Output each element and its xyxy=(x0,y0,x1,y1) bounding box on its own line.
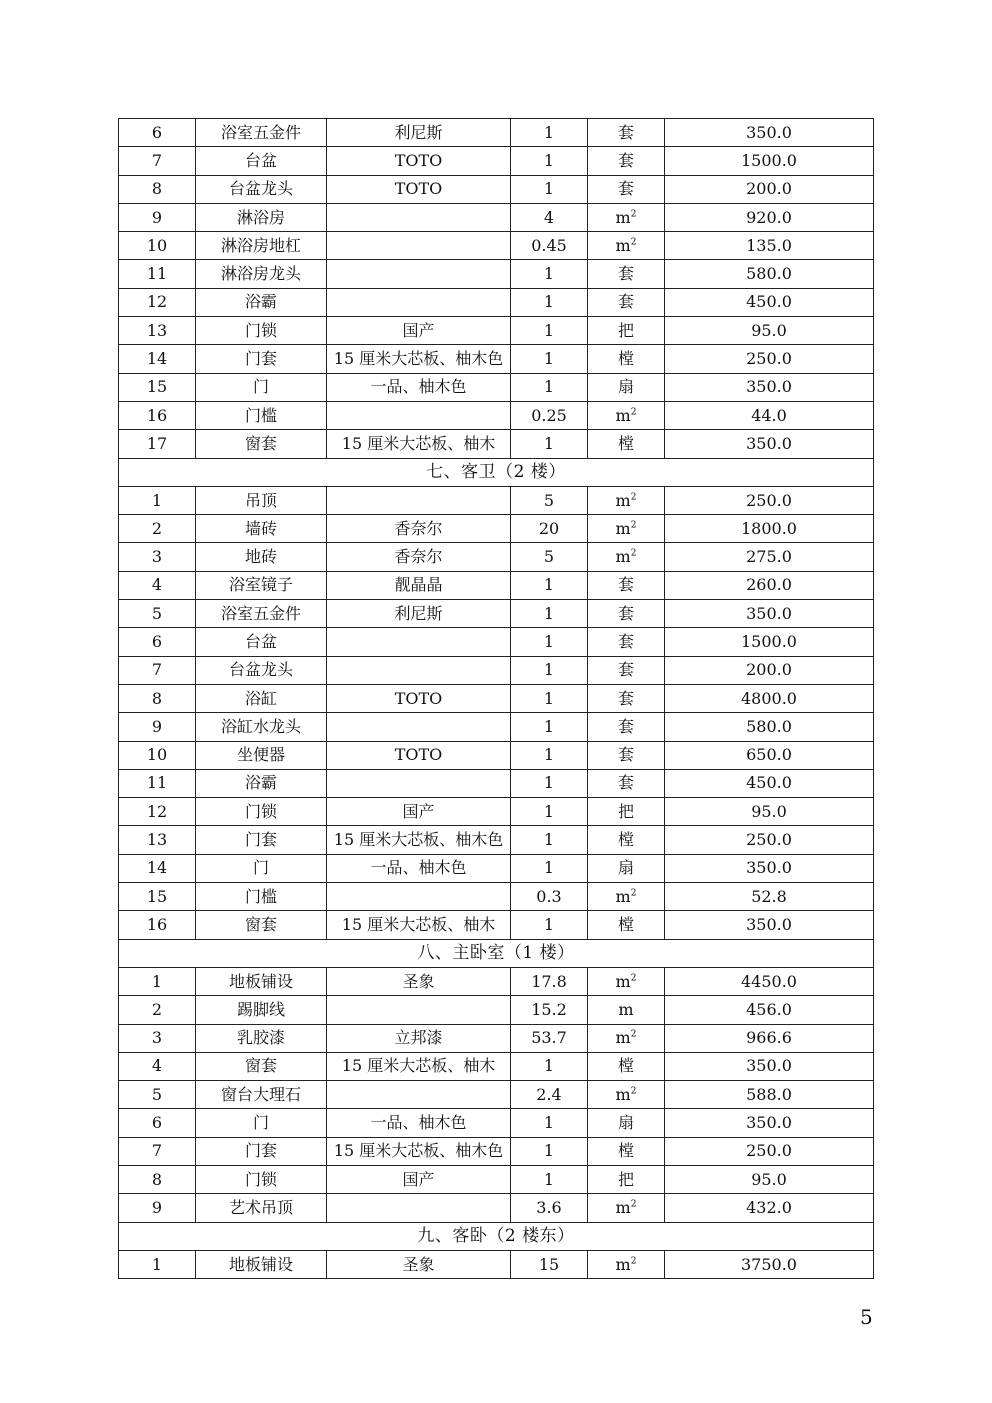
item-name-cell: 门套 xyxy=(196,345,327,373)
section-header-row xyxy=(119,939,874,967)
item-name-cell: 门槛 xyxy=(196,883,327,911)
table-row xyxy=(119,430,874,458)
unit-cell: 套 xyxy=(588,656,665,684)
section-header-row xyxy=(119,1222,874,1250)
item-name-cell: 艺术吊顶 xyxy=(196,1194,327,1222)
brand-spec-cell: 15 厘米大芯板、柚木 xyxy=(327,1052,511,1080)
brand-spec-cell: 国产 xyxy=(327,1165,511,1193)
quantity-cell: 17.8 xyxy=(511,967,588,995)
brand-spec-cell xyxy=(327,288,511,316)
item-name-cell: 门槛 xyxy=(196,401,327,429)
row-number-cell: 16 xyxy=(119,911,196,939)
unit-cell: 把 xyxy=(588,317,665,345)
amount-cell: 250.0 xyxy=(665,1137,874,1165)
brand-spec-cell: 利尼斯 xyxy=(327,119,511,147)
table-row xyxy=(119,600,874,628)
quantity-cell: 0.45 xyxy=(511,232,588,260)
amount-cell: 920.0 xyxy=(665,203,874,231)
table-row xyxy=(119,656,874,684)
table-row xyxy=(119,203,874,231)
unit-cell: m xyxy=(588,996,665,1024)
amount-cell: 580.0 xyxy=(665,713,874,741)
unit-cell: 套 xyxy=(588,119,665,147)
row-number-cell: 15 xyxy=(119,883,196,911)
table-row xyxy=(119,798,874,826)
unit-cell: 套 xyxy=(588,600,665,628)
amount-cell: 260.0 xyxy=(665,571,874,599)
brand-spec-cell xyxy=(327,713,511,741)
row-number-cell: 2 xyxy=(119,996,196,1024)
unit-cell: 扇 xyxy=(588,1109,665,1137)
item-name-cell: 浴缸水龙头 xyxy=(196,713,327,741)
table-row xyxy=(119,486,874,514)
item-name-cell: 淋浴房龙头 xyxy=(196,260,327,288)
unit-cell: 樘 xyxy=(588,911,665,939)
section-title: 九、客卧（2 楼东） xyxy=(119,1222,874,1250)
brand-spec-cell xyxy=(327,656,511,684)
unit-cell: 套 xyxy=(588,260,665,288)
row-number-cell: 6 xyxy=(119,628,196,656)
table-row xyxy=(119,1250,874,1278)
brand-spec-cell: 香奈尔 xyxy=(327,543,511,571)
brand-spec-cell: 圣象 xyxy=(327,967,511,995)
quantity-cell: 15.2 xyxy=(511,996,588,1024)
brand-spec-cell: 国产 xyxy=(327,317,511,345)
item-name-cell: 浴室镜子 xyxy=(196,571,327,599)
brand-spec-cell xyxy=(327,996,511,1024)
amount-cell: 200.0 xyxy=(665,175,874,203)
brand-spec-cell: 一品、柚木色 xyxy=(327,1109,511,1137)
brand-spec-cell: 利尼斯 xyxy=(327,600,511,628)
unit-cell: $m^2$ xyxy=(588,203,665,231)
quantity-cell: 5 xyxy=(511,543,588,571)
row-number-cell: 1 xyxy=(119,486,196,514)
row-number-cell: 4 xyxy=(119,1052,196,1080)
item-name-cell: 淋浴房 xyxy=(196,203,327,231)
item-name-cell: 门锁 xyxy=(196,798,327,826)
amount-cell: 95.0 xyxy=(665,317,874,345)
table-row xyxy=(119,883,874,911)
item-name-cell: 门套 xyxy=(196,1137,327,1165)
row-number-cell: 1 xyxy=(119,1250,196,1278)
table-row xyxy=(119,1052,874,1080)
quantity-cell: 1 xyxy=(511,684,588,712)
item-name-cell: 窗套 xyxy=(196,430,327,458)
brand-spec-cell xyxy=(327,401,511,429)
quantity-cell: 3.6 xyxy=(511,1194,588,1222)
quantity-cell: 20 xyxy=(511,515,588,543)
row-number-cell: 4 xyxy=(119,571,196,599)
table-row xyxy=(119,401,874,429)
item-name-cell: 地板铺设 xyxy=(196,1250,327,1278)
unit-cell: 樘 xyxy=(588,1052,665,1080)
unit-cell: 套 xyxy=(588,628,665,656)
amount-cell: 1500.0 xyxy=(665,147,874,175)
row-number-cell: 6 xyxy=(119,1109,196,1137)
table-row xyxy=(119,854,874,882)
quantity-cell: 1 xyxy=(511,911,588,939)
table-body xyxy=(119,119,874,1279)
table-row xyxy=(119,628,874,656)
item-name-cell: 吊顶 xyxy=(196,486,327,514)
unit-cell: 套 xyxy=(588,288,665,316)
page-number: 5 xyxy=(860,1305,873,1329)
row-number-cell: 13 xyxy=(119,317,196,345)
row-number-cell: 9 xyxy=(119,1194,196,1222)
brand-spec-cell: 立邦漆 xyxy=(327,1024,511,1052)
amount-cell: 350.0 xyxy=(665,600,874,628)
amount-cell: 650.0 xyxy=(665,741,874,769)
unit-cell: 樘 xyxy=(588,430,665,458)
row-number-cell: 1 xyxy=(119,967,196,995)
brand-spec-cell xyxy=(327,1194,511,1222)
table-row xyxy=(119,769,874,797)
brand-spec-cell xyxy=(327,769,511,797)
table-row xyxy=(119,996,874,1024)
brand-spec-cell: TOTO xyxy=(327,684,511,712)
brand-spec-cell: 圣象 xyxy=(327,1250,511,1278)
unit-cell: 把 xyxy=(588,798,665,826)
item-name-cell: 浴霸 xyxy=(196,769,327,797)
brand-spec-cell: TOTO xyxy=(327,741,511,769)
table-row xyxy=(119,345,874,373)
item-name-cell: 浴室五金件 xyxy=(196,119,327,147)
quantity-cell: 5 xyxy=(511,486,588,514)
table-row xyxy=(119,232,874,260)
amount-cell: 250.0 xyxy=(665,486,874,514)
amount-cell: 350.0 xyxy=(665,430,874,458)
quantity-cell: 1 xyxy=(511,628,588,656)
quantity-cell: 1 xyxy=(511,260,588,288)
amount-cell: 1800.0 xyxy=(665,515,874,543)
brand-spec-cell xyxy=(327,883,511,911)
row-number-cell: 9 xyxy=(119,203,196,231)
quantity-cell: 1 xyxy=(511,373,588,401)
amount-cell: 456.0 xyxy=(665,996,874,1024)
unit-cell: $m^2$ xyxy=(588,883,665,911)
unit-cell: 把 xyxy=(588,1165,665,1193)
row-number-cell: 11 xyxy=(119,260,196,288)
item-name-cell: 门套 xyxy=(196,826,327,854)
item-name-cell: 坐便器 xyxy=(196,741,327,769)
item-name-cell: 地板铺设 xyxy=(196,967,327,995)
amount-cell: 966.6 xyxy=(665,1024,874,1052)
quantity-cell: 0.3 xyxy=(511,883,588,911)
brand-spec-cell: 15 厘米大芯板、柚木色 xyxy=(327,1137,511,1165)
unit-cell: 扇 xyxy=(588,854,665,882)
item-name-cell: 窗套 xyxy=(196,1052,327,1080)
row-number-cell: 9 xyxy=(119,713,196,741)
row-number-cell: 16 xyxy=(119,401,196,429)
amount-cell: 350.0 xyxy=(665,1052,874,1080)
table-row xyxy=(119,147,874,175)
brand-spec-cell: 15 厘米大芯板、柚木 xyxy=(327,430,511,458)
unit-cell: 套 xyxy=(588,741,665,769)
quantity-cell: 1 xyxy=(511,741,588,769)
amount-cell: 4800.0 xyxy=(665,684,874,712)
amount-cell: 95.0 xyxy=(665,798,874,826)
amount-cell: 450.0 xyxy=(665,288,874,316)
row-number-cell: 8 xyxy=(119,684,196,712)
item-name-cell: 台盆龙头 xyxy=(196,656,327,684)
table-row xyxy=(119,1165,874,1193)
row-number-cell: 5 xyxy=(119,1081,196,1109)
row-number-cell: 13 xyxy=(119,826,196,854)
quantity-cell: 1 xyxy=(511,345,588,373)
table-row xyxy=(119,967,874,995)
brand-spec-cell: 一品、柚木色 xyxy=(327,854,511,882)
unit-cell: 套 xyxy=(588,713,665,741)
quantity-cell: 1 xyxy=(511,798,588,826)
row-number-cell: 3 xyxy=(119,543,196,571)
table-row xyxy=(119,911,874,939)
table-row xyxy=(119,1109,874,1137)
quotation-table xyxy=(118,118,874,1279)
unit-cell: $m^2$ xyxy=(588,1081,665,1109)
table-row xyxy=(119,1024,874,1052)
quantity-cell: 1 xyxy=(511,147,588,175)
amount-cell: 1500.0 xyxy=(665,628,874,656)
quantity-cell: 1 xyxy=(511,656,588,684)
amount-cell: 135.0 xyxy=(665,232,874,260)
quantity-cell: 2.4 xyxy=(511,1081,588,1109)
quantity-cell: 0.25 xyxy=(511,401,588,429)
quantity-cell: 15 xyxy=(511,1250,588,1278)
table-row xyxy=(119,684,874,712)
quantity-cell: 1 xyxy=(511,1052,588,1080)
unit-cell: $m^2$ xyxy=(588,1024,665,1052)
table-row xyxy=(119,515,874,543)
brand-spec-cell xyxy=(327,1081,511,1109)
amount-cell: 250.0 xyxy=(665,826,874,854)
row-number-cell: 7 xyxy=(119,656,196,684)
unit-cell: 套 xyxy=(588,571,665,599)
quantity-cell: 1 xyxy=(511,288,588,316)
unit-cell: $m^2$ xyxy=(588,543,665,571)
row-number-cell: 7 xyxy=(119,147,196,175)
brand-spec-cell xyxy=(327,232,511,260)
table-row xyxy=(119,119,874,147)
quantity-cell: 1 xyxy=(511,854,588,882)
quantity-cell: 1 xyxy=(511,1137,588,1165)
amount-cell: 3750.0 xyxy=(665,1250,874,1278)
quantity-cell: 1 xyxy=(511,175,588,203)
section-header-row xyxy=(119,458,874,486)
table-row xyxy=(119,317,874,345)
row-number-cell: 12 xyxy=(119,798,196,826)
row-number-cell: 10 xyxy=(119,232,196,260)
brand-spec-cell: 国产 xyxy=(327,798,511,826)
quantity-cell: 1 xyxy=(511,1109,588,1137)
amount-cell: 432.0 xyxy=(665,1194,874,1222)
row-number-cell: 12 xyxy=(119,288,196,316)
row-number-cell: 15 xyxy=(119,373,196,401)
row-number-cell: 14 xyxy=(119,854,196,882)
item-name-cell: 门锁 xyxy=(196,1165,327,1193)
item-name-cell: 踢脚线 xyxy=(196,996,327,1024)
item-name-cell: 台盆 xyxy=(196,628,327,656)
quantity-cell: 1 xyxy=(511,317,588,345)
table-row xyxy=(119,1194,874,1222)
table-row xyxy=(119,741,874,769)
unit-cell: $m^2$ xyxy=(588,232,665,260)
row-number-cell: 5 xyxy=(119,600,196,628)
quantity-cell: 53.7 xyxy=(511,1024,588,1052)
brand-spec-cell: TOTO xyxy=(327,147,511,175)
quantity-cell: 1 xyxy=(511,1165,588,1193)
unit-cell: 套 xyxy=(588,684,665,712)
quantity-cell: 1 xyxy=(511,600,588,628)
unit-cell: $m^2$ xyxy=(588,1250,665,1278)
quantity-cell: 1 xyxy=(511,713,588,741)
amount-cell: 450.0 xyxy=(665,769,874,797)
item-name-cell: 门 xyxy=(196,854,327,882)
amount-cell: 95.0 xyxy=(665,1165,874,1193)
item-name-cell: 浴缸 xyxy=(196,684,327,712)
amount-cell: 250.0 xyxy=(665,345,874,373)
quantity-cell: 1 xyxy=(511,571,588,599)
brand-spec-cell: TOTO xyxy=(327,175,511,203)
brand-spec-cell: 一品、柚木色 xyxy=(327,373,511,401)
table-row xyxy=(119,260,874,288)
brand-spec-cell: 15 厘米大芯板、柚木 xyxy=(327,911,511,939)
brand-spec-cell: 15 厘米大芯板、柚木色 xyxy=(327,345,511,373)
brand-spec-cell xyxy=(327,628,511,656)
quantity-cell: 1 xyxy=(511,769,588,797)
unit-cell: 樘 xyxy=(588,345,665,373)
item-name-cell: 乳胶漆 xyxy=(196,1024,327,1052)
amount-cell: 275.0 xyxy=(665,543,874,571)
brand-spec-cell: 香奈尔 xyxy=(327,515,511,543)
item-name-cell: 墙砖 xyxy=(196,515,327,543)
amount-cell: 350.0 xyxy=(665,854,874,882)
item-name-cell: 淋浴房地杠 xyxy=(196,232,327,260)
table-row xyxy=(119,288,874,316)
table-row xyxy=(119,373,874,401)
unit-cell: $m^2$ xyxy=(588,401,665,429)
table-row xyxy=(119,175,874,203)
unit-cell: 樘 xyxy=(588,1137,665,1165)
brand-spec-cell: 靓晶晶 xyxy=(327,571,511,599)
quantity-cell: 1 xyxy=(511,826,588,854)
unit-cell: $m^2$ xyxy=(588,515,665,543)
table-row xyxy=(119,571,874,599)
row-number-cell: 2 xyxy=(119,515,196,543)
item-name-cell: 浴霸 xyxy=(196,288,327,316)
item-name-cell: 地砖 xyxy=(196,543,327,571)
amount-cell: 588.0 xyxy=(665,1081,874,1109)
amount-cell: 350.0 xyxy=(665,1109,874,1137)
item-name-cell: 窗套 xyxy=(196,911,327,939)
unit-cell: 套 xyxy=(588,147,665,175)
row-number-cell: 8 xyxy=(119,175,196,203)
row-number-cell: 6 xyxy=(119,119,196,147)
row-number-cell: 8 xyxy=(119,1165,196,1193)
item-name-cell: 门 xyxy=(196,373,327,401)
brand-spec-cell xyxy=(327,203,511,231)
table-row xyxy=(119,543,874,571)
amount-cell: 200.0 xyxy=(665,656,874,684)
row-number-cell: 7 xyxy=(119,1137,196,1165)
row-number-cell: 11 xyxy=(119,769,196,797)
amount-cell: 580.0 xyxy=(665,260,874,288)
unit-cell: $m^2$ xyxy=(588,486,665,514)
item-name-cell: 门锁 xyxy=(196,317,327,345)
quantity-cell: 1 xyxy=(511,119,588,147)
item-name-cell: 台盆龙头 xyxy=(196,175,327,203)
table-row xyxy=(119,1081,874,1109)
row-number-cell: 14 xyxy=(119,345,196,373)
amount-cell: 350.0 xyxy=(665,911,874,939)
quantity-cell: 4 xyxy=(511,203,588,231)
amount-cell: 44.0 xyxy=(665,401,874,429)
item-name-cell: 门 xyxy=(196,1109,327,1137)
unit-cell: 套 xyxy=(588,769,665,797)
amount-cell: 52.8 xyxy=(665,883,874,911)
item-name-cell: 浴室五金件 xyxy=(196,600,327,628)
table-row xyxy=(119,713,874,741)
section-title: 七、客卫（2 楼） xyxy=(119,458,874,486)
section-title: 八、主卧室（1 楼） xyxy=(119,939,874,967)
item-name-cell: 台盆 xyxy=(196,147,327,175)
unit-cell: $m^2$ xyxy=(588,1194,665,1222)
brand-spec-cell: 15 厘米大芯板、柚木色 xyxy=(327,826,511,854)
row-number-cell: 3 xyxy=(119,1024,196,1052)
quantity-cell: 1 xyxy=(511,430,588,458)
amount-cell: 4450.0 xyxy=(665,967,874,995)
item-name-cell: 窗台大理石 xyxy=(196,1081,327,1109)
amount-cell: 350.0 xyxy=(665,373,874,401)
table-row xyxy=(119,826,874,854)
unit-cell: $m^2$ xyxy=(588,967,665,995)
brand-spec-cell xyxy=(327,486,511,514)
unit-cell: 樘 xyxy=(588,826,665,854)
brand-spec-cell xyxy=(327,260,511,288)
unit-cell: 扇 xyxy=(588,373,665,401)
row-number-cell: 10 xyxy=(119,741,196,769)
row-number-cell: 17 xyxy=(119,430,196,458)
table-row xyxy=(119,1137,874,1165)
amount-cell: 350.0 xyxy=(665,119,874,147)
unit-cell: 套 xyxy=(588,175,665,203)
